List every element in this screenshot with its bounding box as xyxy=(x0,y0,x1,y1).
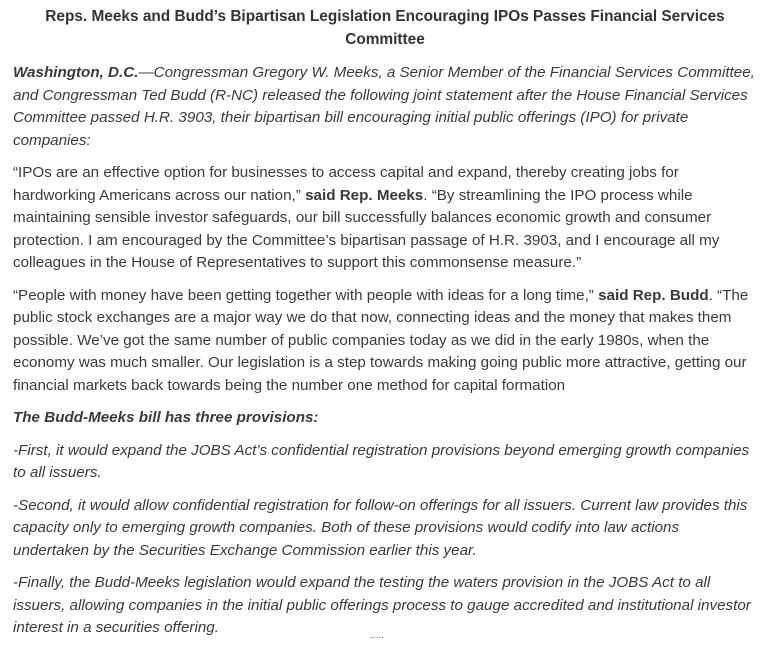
provision-item-finally: -Finally, the Budd-Meeks legislation would expand the testing the waters provision in the JOBS Act to all issuers, allowing companies in the initial public offerings process to gauge accredited and institutional investor interest in a securities offering. xyxy=(13,574,751,636)
budd-attribution: said Rep. Budd xyxy=(598,286,709,304)
meeks-quote-part1: “IPOs are an effective option for businesses to access capital and expand, thereby creating jobs for hardworking Americans across our nation,” xyxy=(13,164,679,204)
end-mark: ..... xyxy=(370,630,384,641)
press-release xyxy=(13,6,757,650)
budd-quote-part1: “People with money have been getting together with people with ideas for a long time,” xyxy=(13,286,599,304)
budd-quote-paragraph xyxy=(13,285,757,398)
meeks-quote-part2: . “By streamlining the IPO process while maintaining sensible investor safeguards, our bill successfully balances economic growth and consumer protection. I am encouraged by the Committee’s bipartisan passage of H.R. 3903, and I encourage all my colleagues in the House of Representatives to support this commonsense measure.” xyxy=(13,186,720,271)
intro-paragraph xyxy=(13,62,757,152)
press-release-title: Reps. Meeks and Budd’s Bipartisan Legislation Encouraging IPOs Passes Financial Services Committee xyxy=(45,8,725,48)
intro-text: —Congressman Gregory W. Meeks, a Senior Member of the Financial Services Committee, and Congressman Ted Budd (R-NC) released the following joint statement after the House Financial Services Committee passed H.R. 3903, their bipartisan bill encouraging initial public offerings (IPO) for private companies: xyxy=(13,64,755,149)
provisions-heading: The Budd-Meeks bill has three provisions: xyxy=(13,409,319,426)
meeks-attribution: said Rep. Meeks xyxy=(305,186,424,204)
provision-item-first: -First, it would expand the JOBS Act’s confidential registration provisions beyond emerging growth companies to all issuers. xyxy=(13,441,750,481)
dateline: Washington, D.C. xyxy=(13,64,139,81)
provision-item-second: -Second, it would allow confidential registration for follow-on offerings for all issuers. Current law provides this capacity only to emerging growth companies. Both of these provisions would codify into law actions undertaken by the Securities Exchange Commission earlier this year. xyxy=(13,496,748,559)
meeks-quote-paragraph xyxy=(13,162,757,275)
budd-quote-part2: . “The public stock exchanges are a major way we do that now, connecting ideas and the money that makes them possible. We’ve got the same number of public companies today as we did in the early 1980s, when the economy was much smaller. Our legislation is a step towards making going public more attractive, getting our financial markets back towards being the number one method for capital formation xyxy=(13,286,749,394)
